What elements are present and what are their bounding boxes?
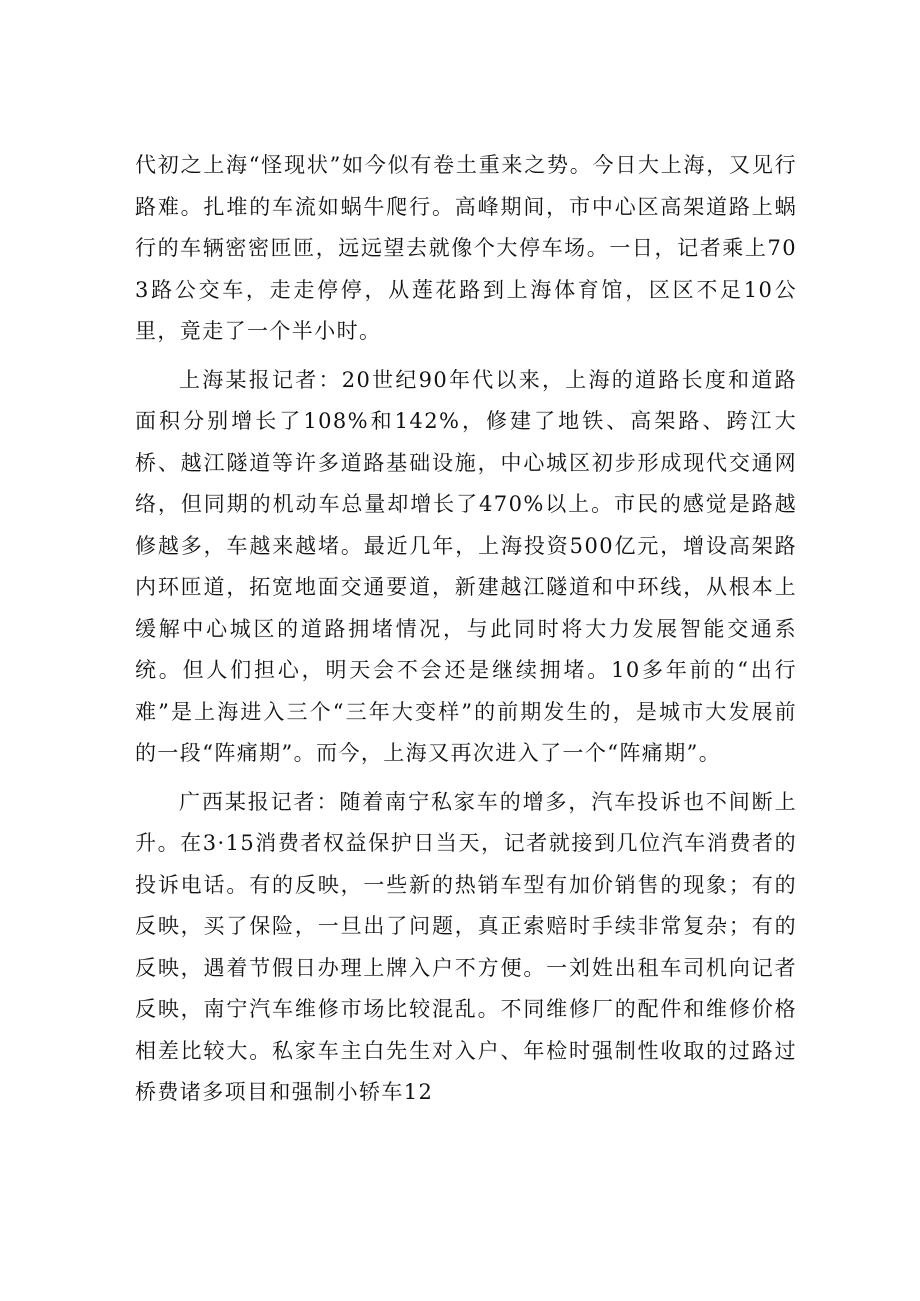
- paragraph-shanghai-reporter: 上海某报记者：20世纪90年代以来，上海的道路长度和道路面积分别增长了108%和142%，修建了地铁、高架路、跨江大桥、越江隧道等许多道路基础设施，中心城区初步形成现代交通网络，但同期的机动车总量却增长了470%以上。市民的感觉是路越修越多，车越来越堵。最近几年，上海投资500亿元，增设高架路内环匝道，拓宽地面交通要道，新建越江隧道和中环线，从根本上缓解中心城区的道路拥堵情况，与此同时将大力发展智能交通系统。但人们担心，明天会不会还是继续拥堵。10多年前的“出行难”是上海进入三个“三年大变样”的前期发生的，是城市大发展前的一段“阵痛期”。而今，上海又再次进入了一个“阵痛期”。: [135, 367, 797, 765]
- paragraph-guangxi-reporter: 广西某报记者：随着南宁私家车的增多，汽车投诉也不间断上升。在3·15消费者权益保护日当天，记者就接到几位汽车消费者的投诉电话。有的反映，一些新的热销车型有加价销售的现象；有的反映，买了保险，一旦出了问题，真正索赔时手续非常复杂；有的反映，遇着节假日办理上牌入户不方便。一刘姓出租车司机向记者反映，南宁汽车维修市场比较混乱。不同维修厂的配件和维修价格相差比较大。私家车主白先生对入户、年检时强制性收取的过路过桥费诸多项目和强制小轿车12: [135, 789, 797, 1104]
- document-page: [135, 145, 797, 1114]
- paragraph-shanghai-traffic: 代初之上海“怪现状”如今似有卷土重来之势。今日大上海，又见行路难。扎堆的车流如蜗牛爬行。高峰期间，市中心区高架道路上蜗行的车辆密密匝匝，远远望去就像个大停车场。一日，记者乘上703路公交车，走走停停，从莲花路到上海体育馆，区区不足10公里，竟走了一个半小时。: [135, 153, 797, 343]
